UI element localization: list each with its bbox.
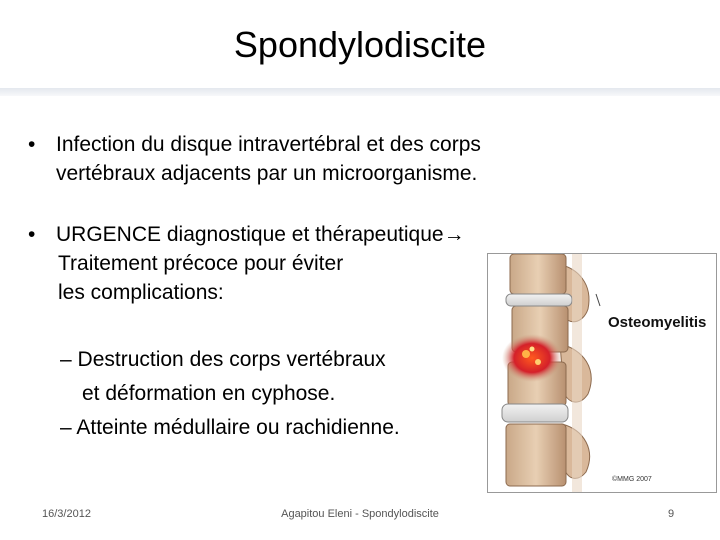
sub-bullet-text-line1: Destruction des corps vertébraux <box>77 348 386 371</box>
dash-marker: – <box>60 348 72 371</box>
sub-bullet-text-line2: et déformation en cyphose. <box>82 382 336 405</box>
sub-bullet-destruction <box>60 343 500 411</box>
bullet-urgence-text: URGENCE diagnostique et thérapeutique <box>56 223 444 246</box>
slide-title: Spondylodiscite <box>233 24 487 65</box>
bullet-marker: • <box>28 133 36 156</box>
footer-page-number: 9 <box>668 508 675 520</box>
sub-bullet-text-line1: Atteinte médullaire ou rachidienne. <box>76 416 400 439</box>
bullet-infection <box>28 130 628 188</box>
bullet-text-line1: Infection du disque intravertébral et des corps <box>56 133 481 156</box>
bullet-marker: • <box>28 223 36 246</box>
arrow-right-icon: → <box>443 223 465 246</box>
sub-bullet-atteinte <box>60 411 500 445</box>
figure-copyright: ©MMG 2007 <box>612 476 652 483</box>
bullet-text-line2: Traitement précoce pour éviter <box>58 252 344 275</box>
spine-illustration <box>487 253 717 493</box>
spine-drawing <box>488 254 716 492</box>
bullet-text-line3: les complications: <box>58 281 224 304</box>
dash-marker: – <box>60 416 72 439</box>
bullet-text-line1 <box>56 220 588 249</box>
title-divider <box>0 88 720 96</box>
bullet-text-line2: vertébraux adjacents par un microorganisme. <box>56 162 478 185</box>
footer-date: 16/3/2012 <box>42 508 91 520</box>
sub-bullet-list <box>60 343 500 445</box>
footer-title: Agapitou Eleni - Spondylodiscite <box>281 508 439 520</box>
figure-label: Osteomyelitis <box>608 314 707 331</box>
